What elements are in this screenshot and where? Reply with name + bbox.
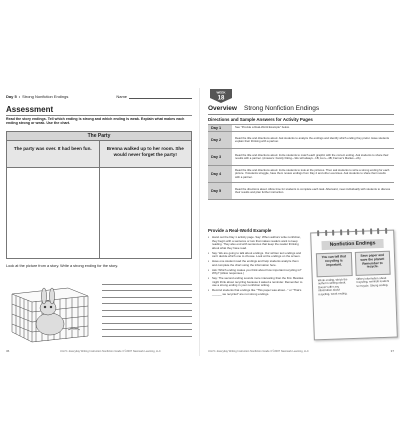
- page-title: Assessment: [6, 105, 54, 114]
- overview-topic: Strong Nonfiction Endings: [244, 105, 320, 112]
- day-row: [208, 183, 394, 200]
- day-row-label: Day 4: [208, 166, 232, 182]
- day-row-label: Day 3: [208, 149, 232, 165]
- week-number: 18: [217, 95, 225, 102]
- overview-label: Overview: [208, 105, 237, 112]
- day-row-label: Day 2: [208, 132, 232, 148]
- page-number: 36: [6, 349, 10, 353]
- page-footer: Unit 5 • Everyday Writing Instruction Nonfiction Grade 3 ©2007 Newmark Learning, LLC: [60, 350, 161, 353]
- week-label: WEEK: [216, 90, 226, 95]
- party-chart: [6, 131, 192, 259]
- notebook-column-1: [316, 252, 354, 335]
- realworld-list: [208, 236, 304, 298]
- day-row: [208, 166, 394, 183]
- spiral-rings: [317, 228, 387, 236]
- notebook-example: [310, 230, 398, 341]
- notebook-column-2: [354, 251, 392, 334]
- day-row-label: Day 1: [208, 125, 232, 131]
- rabbit-in-cage-illustration: [8, 274, 92, 344]
- day-directions-table: [208, 124, 394, 200]
- picture-prompt: Look at the picture from a story. Write a strong ending for the story.: [6, 264, 119, 268]
- list-item: ▪ Say: We are going to talk about endings. Our written text endings and can't decide which one to choose. Look at the endings on the screen.: [208, 252, 304, 259]
- ending-prompt-1: The party was over. It had been fun.: [7, 141, 99, 168]
- day-row-text: Read the title and directions aloud. Invite students to look at the pictures. Then ask students to write a strong ending for each picture. If students struggle, have them review endings from Day 2 and other exercises. Ask students to share their results with a partner.: [235, 167, 390, 179]
- title-divider: [208, 114, 394, 115]
- day-label: Day 5: [6, 94, 17, 99]
- chart-title: The Party: [7, 132, 191, 141]
- notebook-answer-1: Weak ending, which the author is writing about. Doesn't offer any information about recycling, weak ending.: [317, 277, 348, 296]
- day-row: [208, 132, 394, 149]
- page-footer: Unit 5 • Everyday Writing Instruction Nonfiction Grade 3 ©2007 Newmark Learning, LLC: [208, 350, 309, 353]
- notebook-ending-1: You can tell that recycling is important.: [316, 252, 352, 277]
- writing-lines[interactable]: [102, 278, 192, 337]
- notebook-title: Nonfiction Endings: [321, 239, 383, 250]
- chart-columns: [7, 141, 191, 258]
- directions-heading: Directions and Sample Answers for Activity Pages: [208, 117, 313, 122]
- page-number: 37: [390, 349, 394, 353]
- list-item: ▪ Hand out the Day 1 activity page. Say: When authors write nonfiction, they begin with a sentence or two that makes readers want to keep reading. They also end with sentences that keep the reader thinking about what they have read.: [208, 236, 304, 250]
- list-item: ▪ Say: The second ending sounds more interesting than the first. Besides might think about recycling because it asked a reminder. Remember to use a strong ending in your nonfiction writing.: [208, 277, 304, 288]
- day-row-label: Day 5: [208, 183, 232, 199]
- day-row: [208, 149, 394, 166]
- notebook-answer-2: Offers information about recycling, reminds readers to recycle. Strong ending.: [356, 275, 390, 288]
- page-header: [6, 92, 192, 101]
- title-divider: [6, 115, 192, 116]
- notebook-columns: [316, 251, 393, 336]
- day-row-text: Read the title and directions aloud. Invite students to match each graphic with the correct ending. Ask students to share their results with a partner. (Answers: Family hiking—We will always...1B; Lion—4B; Farmer's Market—2A): [235, 152, 389, 160]
- name-line: [129, 95, 192, 99]
- chart-column-2: [99, 141, 192, 258]
- ending-prompt-2: Brenna walked up to her room. She would never forget the party!: [100, 141, 192, 168]
- name-label: Name: [116, 94, 128, 99]
- left-page: [0, 88, 200, 356]
- header-topic: Strong Nonfiction Endings: [22, 94, 69, 99]
- day-row-text: See "Provide a Real-World Example" below.: [235, 125, 290, 130]
- chart-column-1: [7, 141, 99, 258]
- realworld-heading: Provide a Real-World Example: [208, 228, 272, 233]
- week-badge: [208, 89, 234, 103]
- notebook-ending-2: Save paper and save the planet! Remember to recycle.: [354, 251, 390, 276]
- list-item: ▪ Have one student read the endings and help students analyze them and complete the chart using the information here.: [208, 260, 304, 267]
- day-row: [208, 125, 394, 132]
- day-row-text: Read the title and directions aloud. Ask students to analyze the endings and identify which ending they prefer. Have students explain their thinking with a partner.: [235, 135, 390, 143]
- day-row-text: Read the directions aloud. Allow time for students to complete each task. Afterward, meet individually with students to discuss their results and plan further instruction.: [235, 186, 391, 194]
- list-item: ▪ Ask: Which ending makes you think about how important recycling is? Why? (Allow responses.): [208, 269, 304, 276]
- header-separator: •: [18, 94, 21, 99]
- right-page: [200, 88, 400, 356]
- instructions: Read the story endings. Tell which ending is strong and which ending is weak. Explain what makes each ending strong or weak. Use the chart.: [6, 117, 185, 126]
- list-item: ▪ Remind students that endings like "This paper was about..." or "That's ______ we recycled" are not strong endings.: [208, 289, 304, 296]
